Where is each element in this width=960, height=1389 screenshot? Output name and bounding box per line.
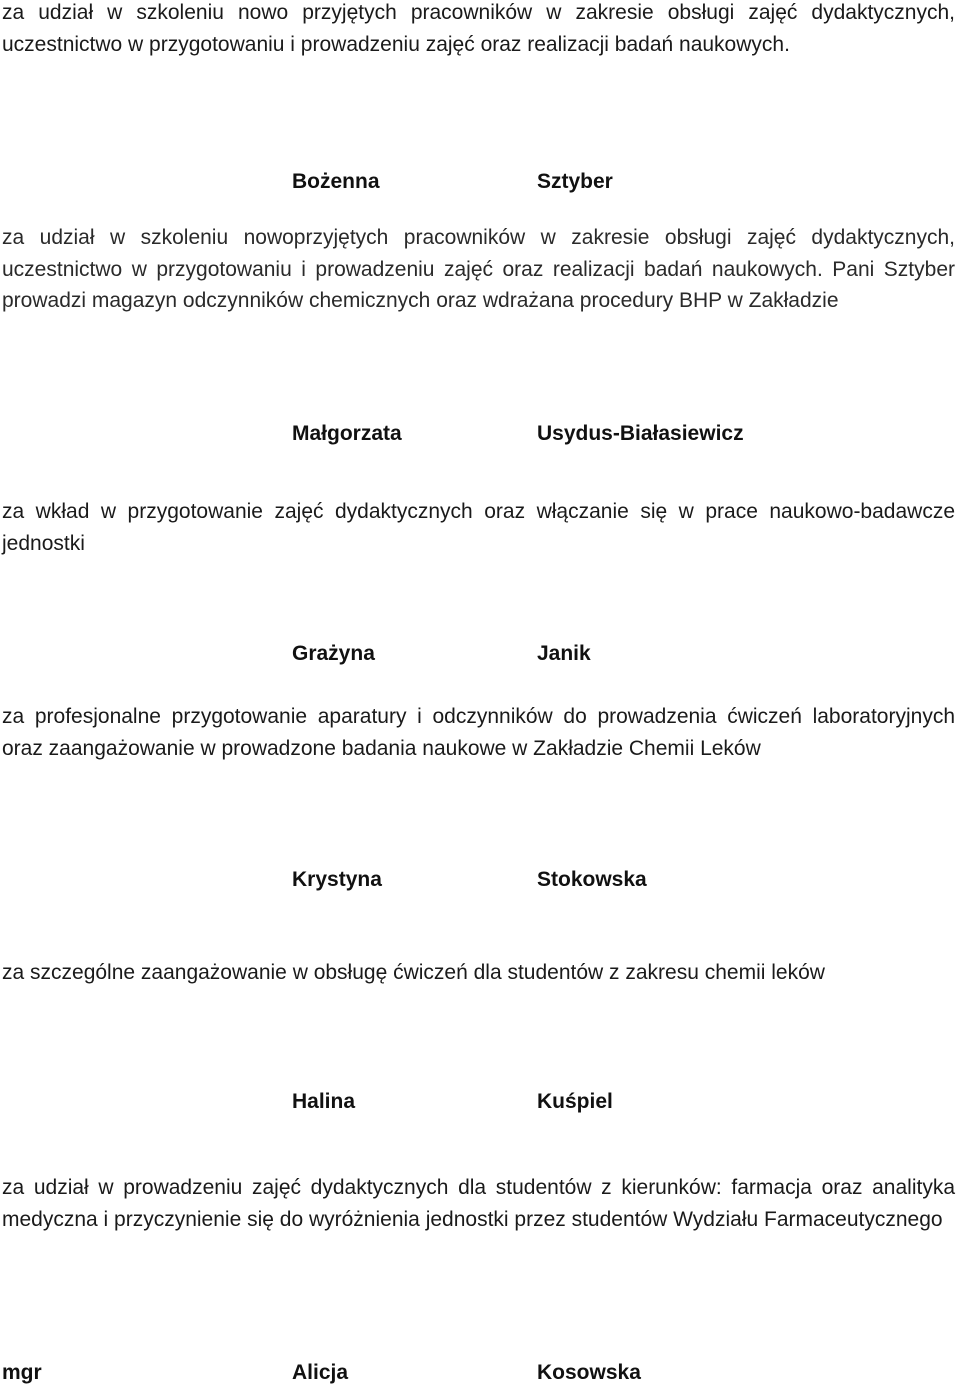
first-name: Bożenna bbox=[292, 170, 380, 193]
person-name-row bbox=[0, 418, 960, 450]
first-name: Krystyna bbox=[292, 868, 382, 891]
person-name-row bbox=[0, 638, 960, 670]
citation-text: za szczególne zaangażowanie w obsługę ćwiczeń dla studentów z zakresu chemii leków bbox=[2, 961, 825, 984]
person-name-row bbox=[0, 1357, 960, 1389]
last-name: Kuśpiel bbox=[537, 1090, 613, 1113]
person-name-row bbox=[0, 1086, 960, 1118]
citation-text: za wkład w przygotowanie zajęć dydaktycznych oraz włączanie się w prace naukowo-badawcze jednostki bbox=[2, 500, 955, 555]
last-name: Stokowska bbox=[537, 868, 647, 891]
last-name: Sztyber bbox=[537, 170, 613, 193]
first-name: Grażyna bbox=[292, 642, 375, 665]
person-name-row bbox=[0, 166, 960, 198]
last-name: Kosowska bbox=[537, 1361, 641, 1384]
citation-text: za udział w prowadzeniu zajęć dydaktycznych dla studentów z kierunków: farmacja oraz analityka medyczna i przyczynienie się do wyróżnienia jednostki przez studentów Wydziału Farmaceutycznego bbox=[2, 1176, 955, 1231]
citation-text: za udział w szkoleniu nowoprzyjętych pracowników w zakresie obsługi zajęć dydaktycznych, uczestnictwo w przygotowaniu i prowadzeniu zajęć oraz realizacji badań naukowych. Pani Sztyber prowadzi magazyn odczynników chemicznych oraz wdrażana procedury BHP w Zakładzie bbox=[2, 226, 955, 312]
academic-title: mgr bbox=[2, 1361, 42, 1384]
last-name: Usydus-Białasiewicz bbox=[537, 422, 744, 445]
citation-text: za udział w szkoleniu nowo przyjętych pracowników w zakresie obsługi zajęć dydaktycznych, uczestnictwo w przygotowaniu i prowadzeniu zajęć oraz realizacji badań naukowych. bbox=[2, 1, 955, 56]
person-name-row bbox=[0, 864, 960, 896]
citation-text: za profesjonalne przygotowanie aparatury i odczynników do prowadzenia ćwiczeń laboratoryjnych oraz zaangażowanie w prowadzone badania naukowe w Zakładzie Chemii Leków bbox=[2, 705, 955, 760]
last-name: Janik bbox=[537, 642, 591, 665]
first-name: Małgorzata bbox=[292, 422, 402, 445]
first-name: Alicja bbox=[292, 1361, 349, 1384]
first-name: Halina bbox=[292, 1090, 356, 1113]
